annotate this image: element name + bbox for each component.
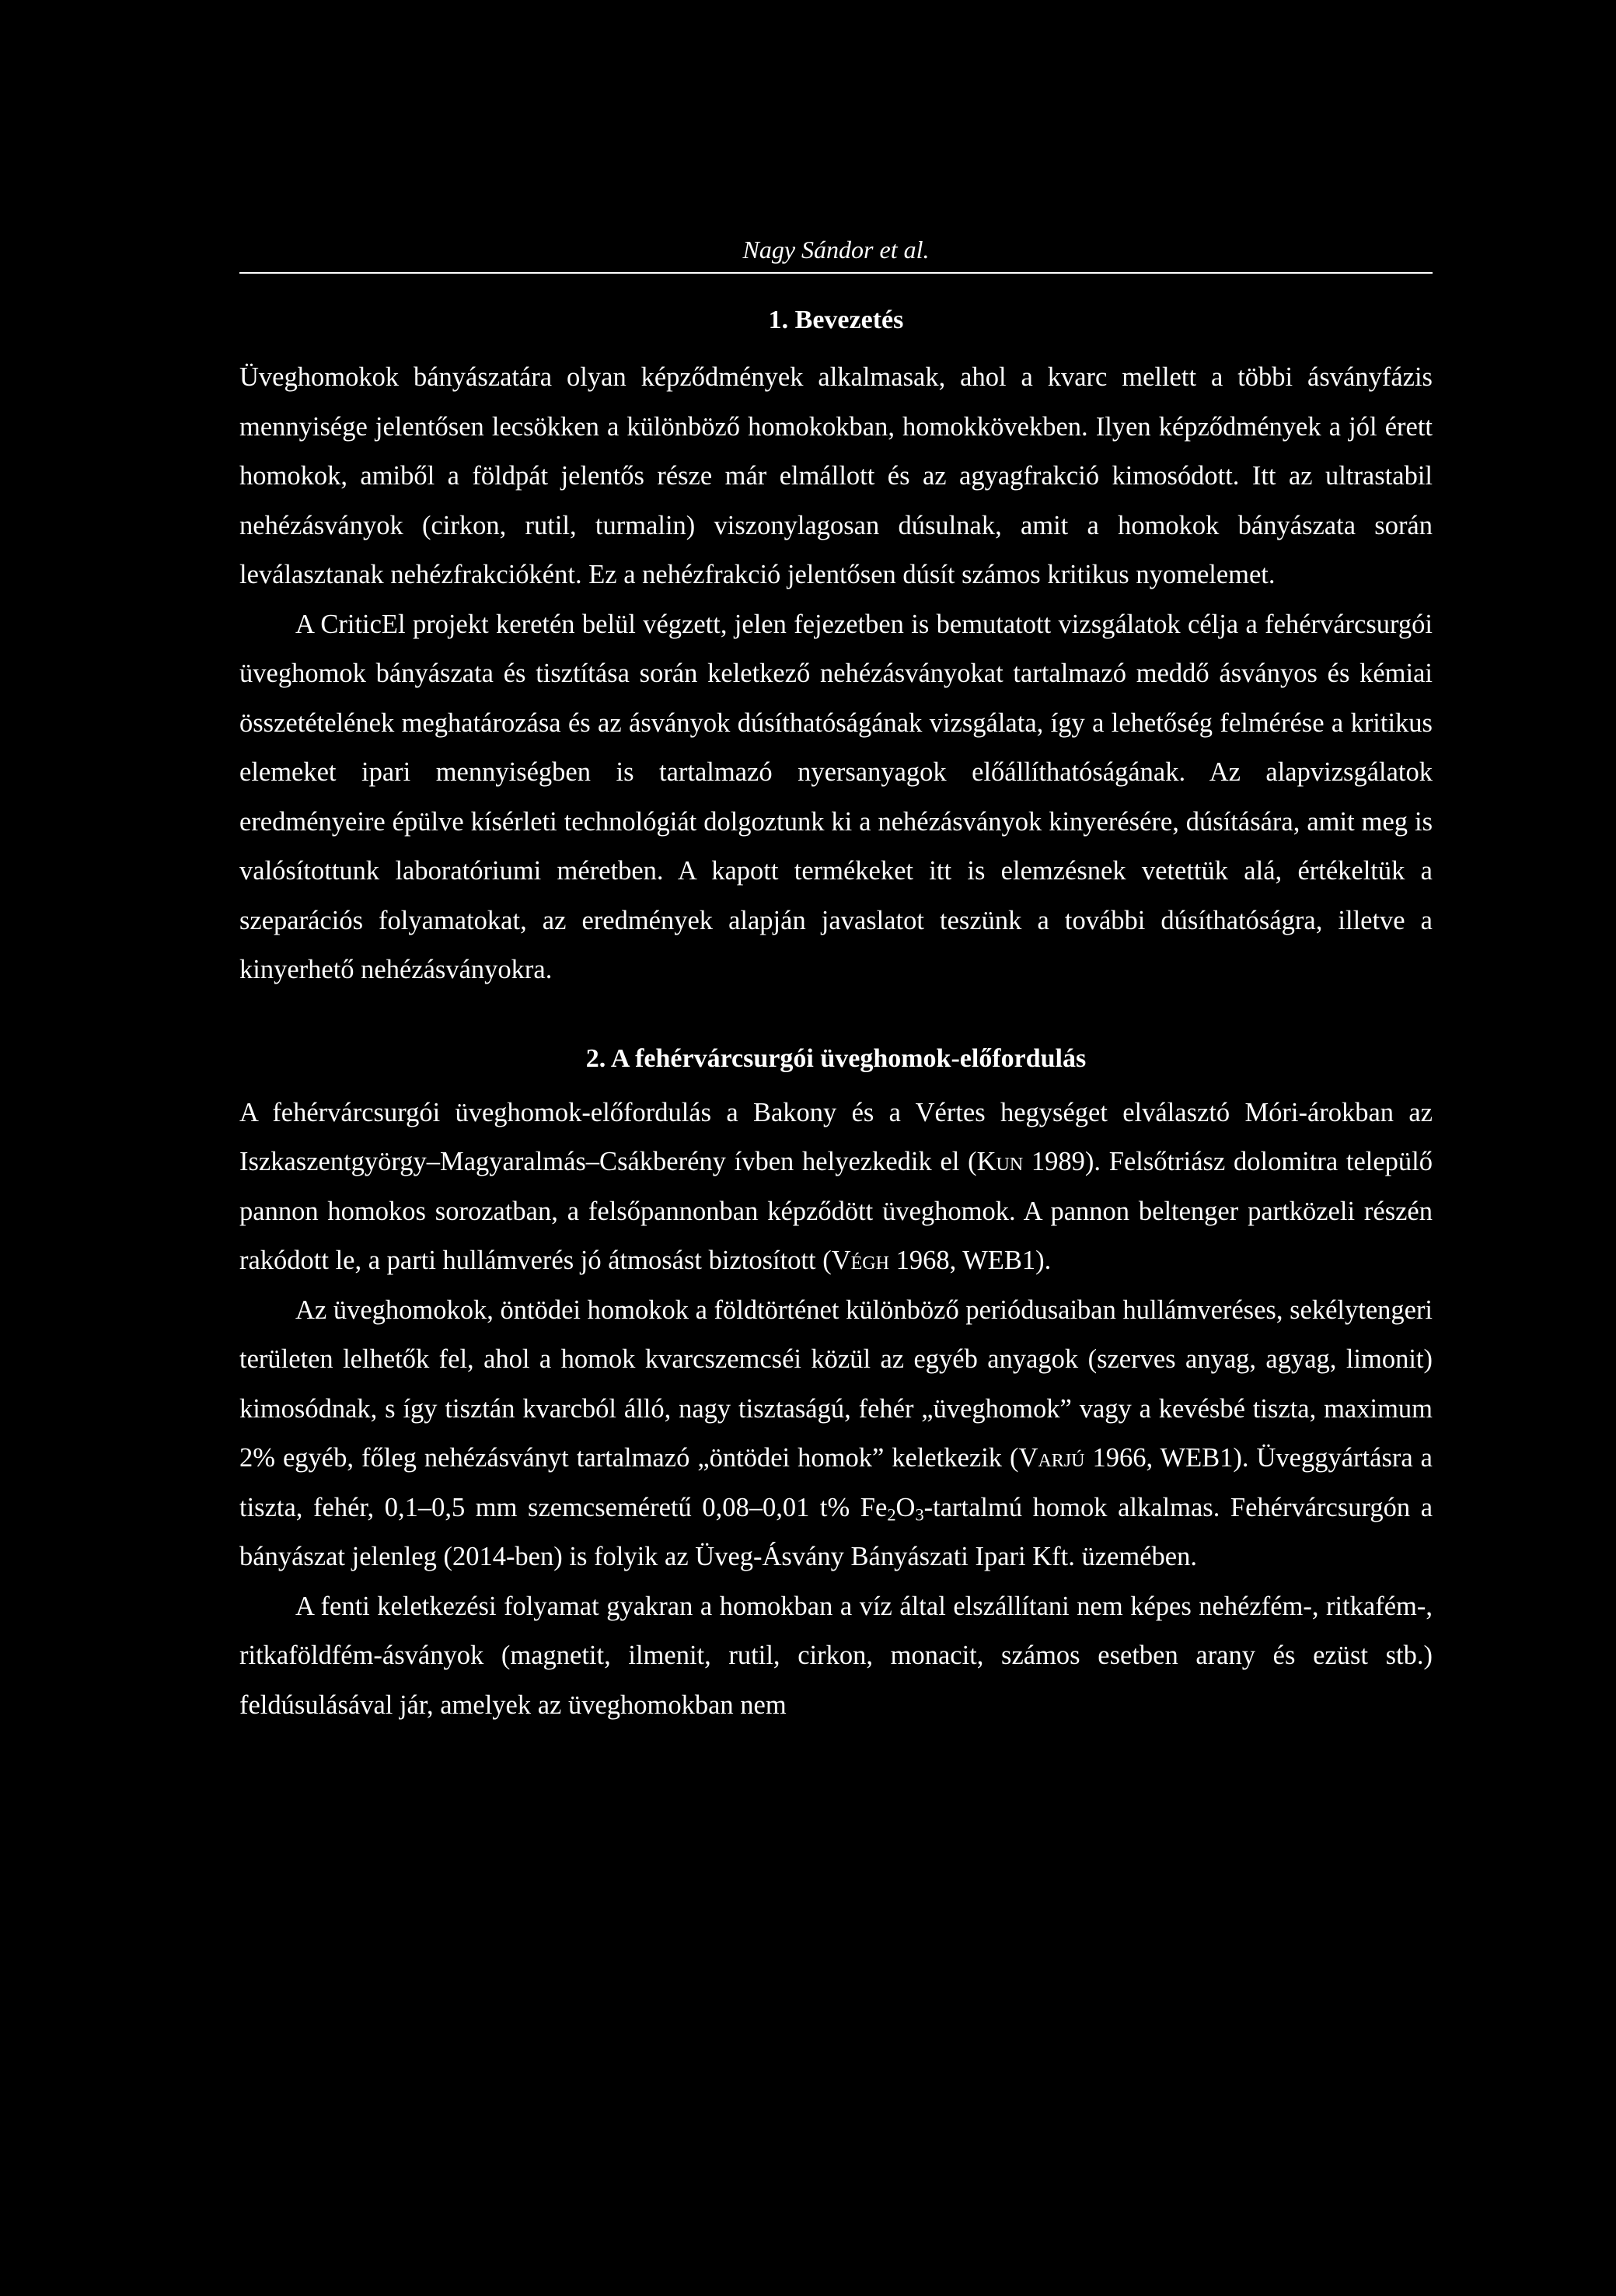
text-run: A fehérvárcsurgói üveghomok-előfordulás a Bakony és a Vértes hegységet elválasztó Móri-árokban az Iszkaszentgyörgy–Magyaralmás–Csákberény ívben helyezkedik el ( (239, 1097, 1433, 1176)
paragraph-occurrence-1 (239, 1089, 1433, 1286)
text-run: -tartalmú homok alkalmas. Fehérvárcsurgón a bányászat jelenleg (2014-ben) is folyik az Üveg-Ásvány Bányászati Ipari Kft. üzemében. (239, 1492, 1433, 1571)
paragraph-occurrence-2 (239, 1286, 1433, 1582)
paragraph-intro-2: A CriticEl projekt keretén belül végzett, jelen fejezetben is bemutatott vizsgálatok célja a fehérvárcsurgói üveghomok bányászata és tisztítása során keletkező nehézásványokat tartalmazó meddő ásványos és kémiai összetételének meghatározása és az ásványok dúsíthatóságának vizsgálata, így a lehetőség felmérése a kritikus elemeket ipari mennyiségben is tartalmazó nyersanyagok előállíthatóságának. Az alapvizsgálatok eredményeire épülve kísérleti technológiát dolgoztunk ki a nehézásványok kinyerésére, dúsítására, amit meg is valósítottunk laboratóriumi méretben. A kapott termékeket itt is elemzésnek vetettük alá, értékeltük a szeparációs folyamatokat, az eredmények alapján javaslatot teszünk a további dúsíthatóságra, illetve a kinyerhető nehézásványokra. (239, 609, 1433, 984)
paragraph-occurrence-3: A fenti keletkezési folyamat gyakran a homokban a víz által elszállítani nem képes nehézfém-, ritkafém-, ritkaföldfém-ásványok (magnetit, ilmenit, rutil, cirkon, monacit, számos esetben arany és ezüst stb.) feldúsulásával jár, amelyek az üveghomokban nem (239, 1591, 1433, 1720)
text-run: 1968, WEB1). (888, 1246, 1052, 1275)
text-run: O (895, 1492, 916, 1522)
subscript: 3 (915, 1504, 924, 1525)
author-name: Végh (831, 1246, 889, 1275)
text-run: 1989). Felsőtriász dolomitra települő pannon homokos sorozatban, a felsőpannonban képződött üveghomok. A pannon beltenger partközeli részén rakódott le, a parti hullámverés jó átmosást biztosított ( (239, 1147, 1433, 1275)
section-heading-occurrence: 2. A fehérvárcsurgói üveghomok-előfordulás (585, 1043, 1087, 1073)
paragraph-intro-1: Üveghomokok bányászatára olyan képződmények alkalmasak, ahol a kvarc mellett a többi ásványfázis mennyisége jelentősen lecsökken a különböző homokokban, homokkövekben. Ilyen képződmények a jól érett homokok, amiből a földpát jelentős része már elmállott és az agyagfrakció kimosódott. Itt az ultrastabil nehézásványok (cirkon, rutil, turmalin) viszonylagosan dúsulnak, amit a homokok bányászata során leválasztanak nehézfrakcióként. Ez a nehézfrakció jelentősen dúsít számos kritikus nyomelemet. (239, 362, 1433, 589)
running-header: Nagy Sándor et al. (239, 233, 1433, 274)
document-page (239, 233, 1433, 1730)
section-heading-introduction: 1. Bevezetés (768, 306, 904, 334)
text-run: Az üveghomokok, öntödei homokok a földtörténet különböző periódusaiban hullámveréses, sekélytengeri területen lelhetők fel, ahol a homok kvarcszemcséi közül az egyéb anyagok (szerves anyag, agyag, limonit) kimosódnak, s így tisztán kvarcból álló, nagy tisztaságú, fehér „üveghomok” vagy a kevésbé tiszta, maximum 2% egyéb, főleg nehézásványt tartalmazó „öntödei homok” keletkezik ( (239, 1295, 1433, 1473)
subscript: 2 (887, 1504, 896, 1525)
text-run: 1966, WEB1). Üveggyártásra a tiszta, fehér, 0,1–0,5 mm szemcseméretű 0,08–0,01 t% Fe (239, 1443, 1433, 1522)
author-name: Varjú (1018, 1443, 1085, 1473)
author-name: Kun (976, 1147, 1024, 1176)
